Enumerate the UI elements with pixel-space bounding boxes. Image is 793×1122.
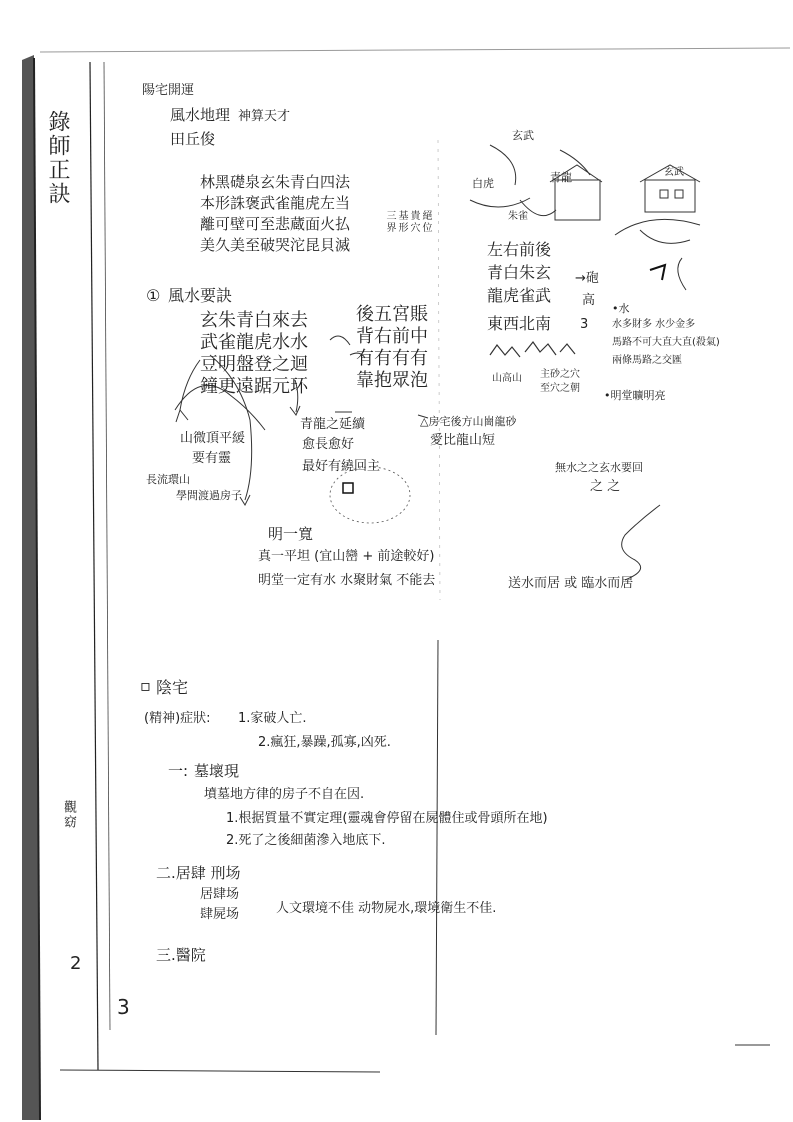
subsection-item: 2.死了之後細菌滲入地底下.	[226, 833, 386, 848]
mountain-label: 山高山	[492, 373, 522, 384]
yangzhai-line1: 風水地理	[170, 106, 231, 124]
water-note: 兩條馬路之交匯	[612, 355, 682, 366]
grid-row: 離可壁可至悲蔵面火払	[200, 215, 351, 233]
annotation: 最好有繞回主	[302, 459, 381, 474]
grid-side: 貴穴	[408, 210, 419, 234]
fengshui-row: 鐘更遠踞元环	[200, 376, 308, 397]
symptom-item: 1.家破人亡.	[238, 711, 307, 726]
subsection-sub: 肆屍场	[200, 907, 240, 922]
dir-row: 青白朱玄	[487, 263, 552, 282]
section-marker: ▫	[140, 676, 151, 695]
mingtang-note: •明堂曠明亮	[604, 389, 666, 402]
margin-title: 錄師正訣	[45, 110, 70, 206]
grid-row: 本形誅褒武雀龍虎左当	[200, 194, 351, 212]
mingtang-line: 真一平坦 (宜山巒 + 前途較好)	[258, 549, 435, 564]
water-right-2: 之 之	[590, 479, 621, 494]
subsection-item: 1.根据質量不實定理(靈魂會停留在屍體住或骨頭所在地)	[226, 811, 548, 826]
subsection-note: 人文環境不佳 动物屍水,環境衛生不佳.	[276, 901, 497, 916]
annotation: 山微頂平緩	[180, 431, 246, 446]
mingtang-line: 明堂一定有水 水聚財氣 不能去	[258, 573, 436, 588]
dir-side: 高	[582, 293, 596, 308]
dir-row: 東西北南	[487, 314, 552, 333]
mountain-label: 主砂之穴	[540, 369, 580, 380]
center-fold	[436, 640, 438, 1035]
fengshui-right-row: 有有有有	[356, 348, 428, 369]
annotation: △房宅後方山崗龍砂	[420, 415, 517, 428]
mountain-label: 至穴之朝	[540, 383, 580, 394]
subsection-line: 墳墓地方律的房子不自在因.	[204, 787, 365, 802]
yangzhai-line1-note: 神算天才	[238, 109, 291, 124]
fengshui-row: 豆明盤登之迴	[200, 354, 308, 375]
annotation: 學問渡過房子	[176, 489, 242, 502]
yangzhai-line2: 田丘俊	[170, 130, 216, 148]
water-note: 水多財多 水少金多	[612, 319, 696, 330]
annotation: 愛比龍山短	[430, 433, 496, 448]
subsection-sub: 居肆场	[200, 887, 240, 902]
margin-note: 觀窈	[61, 800, 76, 830]
margin-rule	[90, 62, 98, 1070]
mingtang-line: 明一寬	[268, 525, 314, 543]
subsection-title: 二.居肆 刑场	[156, 864, 241, 882]
subsection-number: 一:	[168, 762, 189, 780]
diagram-label: 白虎	[472, 177, 494, 190]
dir-row: 龍虎雀武	[487, 286, 552, 305]
fengshui-right-row: 背右前中	[356, 326, 428, 347]
diagram-label: 朱雀	[508, 211, 528, 222]
fengshui-row: 武雀龍虎水水	[200, 332, 308, 353]
symptom-item: 2.瘋狂,暴躁,孤寡,凶死.	[258, 735, 391, 750]
fengshui-right-row: 後五宮賬	[356, 304, 428, 325]
section-heading-fengshui: 風水要訣	[168, 286, 233, 305]
annotation: 要有靈	[192, 451, 232, 466]
page-number: 3	[117, 995, 130, 1019]
mingtang-line: 送水而居 或 臨水而居	[508, 576, 634, 591]
dir-side: 3	[580, 317, 589, 332]
water-note: •水	[612, 302, 630, 315]
annotation: 青龍之延續	[300, 417, 366, 432]
water-note: 馬路不可大直大直(殺氣)	[612, 337, 720, 348]
diagram-label: 玄武	[512, 129, 534, 142]
annotation: 長流環山	[146, 473, 190, 486]
grid-side: 基形	[396, 210, 407, 234]
section-number: ①	[146, 286, 161, 305]
fengshui-right-row: 靠抱眾泡	[356, 370, 428, 391]
subsection-title: 三.醫院	[156, 946, 206, 964]
annotation: 愈長愈好	[302, 437, 355, 452]
section-heading-yangzhai: 陽宅開運	[142, 83, 195, 98]
grid-row: 美久美至破哭沱昆貝滅	[200, 236, 351, 254]
water-right: 無水之之玄水要回	[555, 461, 643, 474]
symptom-label: (精神)症狀:	[144, 711, 211, 726]
section-heading-yinzhai: 陰宅	[156, 678, 189, 697]
notebook-page: 錄師正訣 觀窈 2 3 陽宅開運 風水地理 神算天才 田丘俊 林黑礎泉玄朱青白四法 本形誅褒武雀龍虎左当 離可壁可至悲蔵面火払 美久美至破哭沱昆貝滅 三界 基形 貴穴 絕位 玄武 白虎 青龍 朱雀 玄武 左右前後 青白朱玄 龍虎雀武 東西北南 →砲 高 3 •水 水多財多 水少金多 馬路不可大直大直(殺氣) 兩條馬路之交匯 山高山 主砂之穴 至穴之朝 •明堂曠明亮 ① 風水要訣 玄朱青白來去 武雀龍虎水水 豆明盤登之迴 鐘更遠踞元环 後五宮賬 背右前中 有有有有 靠抱眾泡 山微頂平緩 要有靈 長流環山 學問渡過房子 青龍之延續 愈長愈好 最好有繞回主 △房宅後方山崗龍砂 愛比龍山短 無水之之玄水要回 之 之 明一寬 真一平坦 (宜山巒 + 前途較好) 明堂一定有水 水聚財氣 不能去 送水而居 或 臨水而居 ▫ 陰宅 (精神)症狀: 1.家破人亡. 2.瘋狂,暴躁,孤寡,凶死. 一: 墓壞現 墳墓地方律的房子不自在因. 1.根据質量不實定理(靈魂會停留在屍體住或骨頭所在地) 2.死了之後細菌滲入地底下. 二.居肆 刑场 居肆场 肆屍场 人文環境不佳 动物屍水,環境衛生不佳. 三.醫院	[0, 0, 793, 1122]
grid-side: 三界	[384, 210, 395, 234]
subsection-title: 墓壞現	[194, 762, 240, 780]
grid-side: 絕位	[420, 210, 431, 234]
dir-side: →砲	[575, 271, 599, 286]
grid-row: 林黑礎泉玄朱青白四法	[200, 173, 351, 191]
diagram-label: 青龍	[550, 171, 572, 184]
fengshui-row: 玄朱青白來去	[200, 310, 308, 331]
diagram-label: 玄武	[664, 167, 684, 178]
dir-row: 左右前後	[487, 240, 552, 259]
